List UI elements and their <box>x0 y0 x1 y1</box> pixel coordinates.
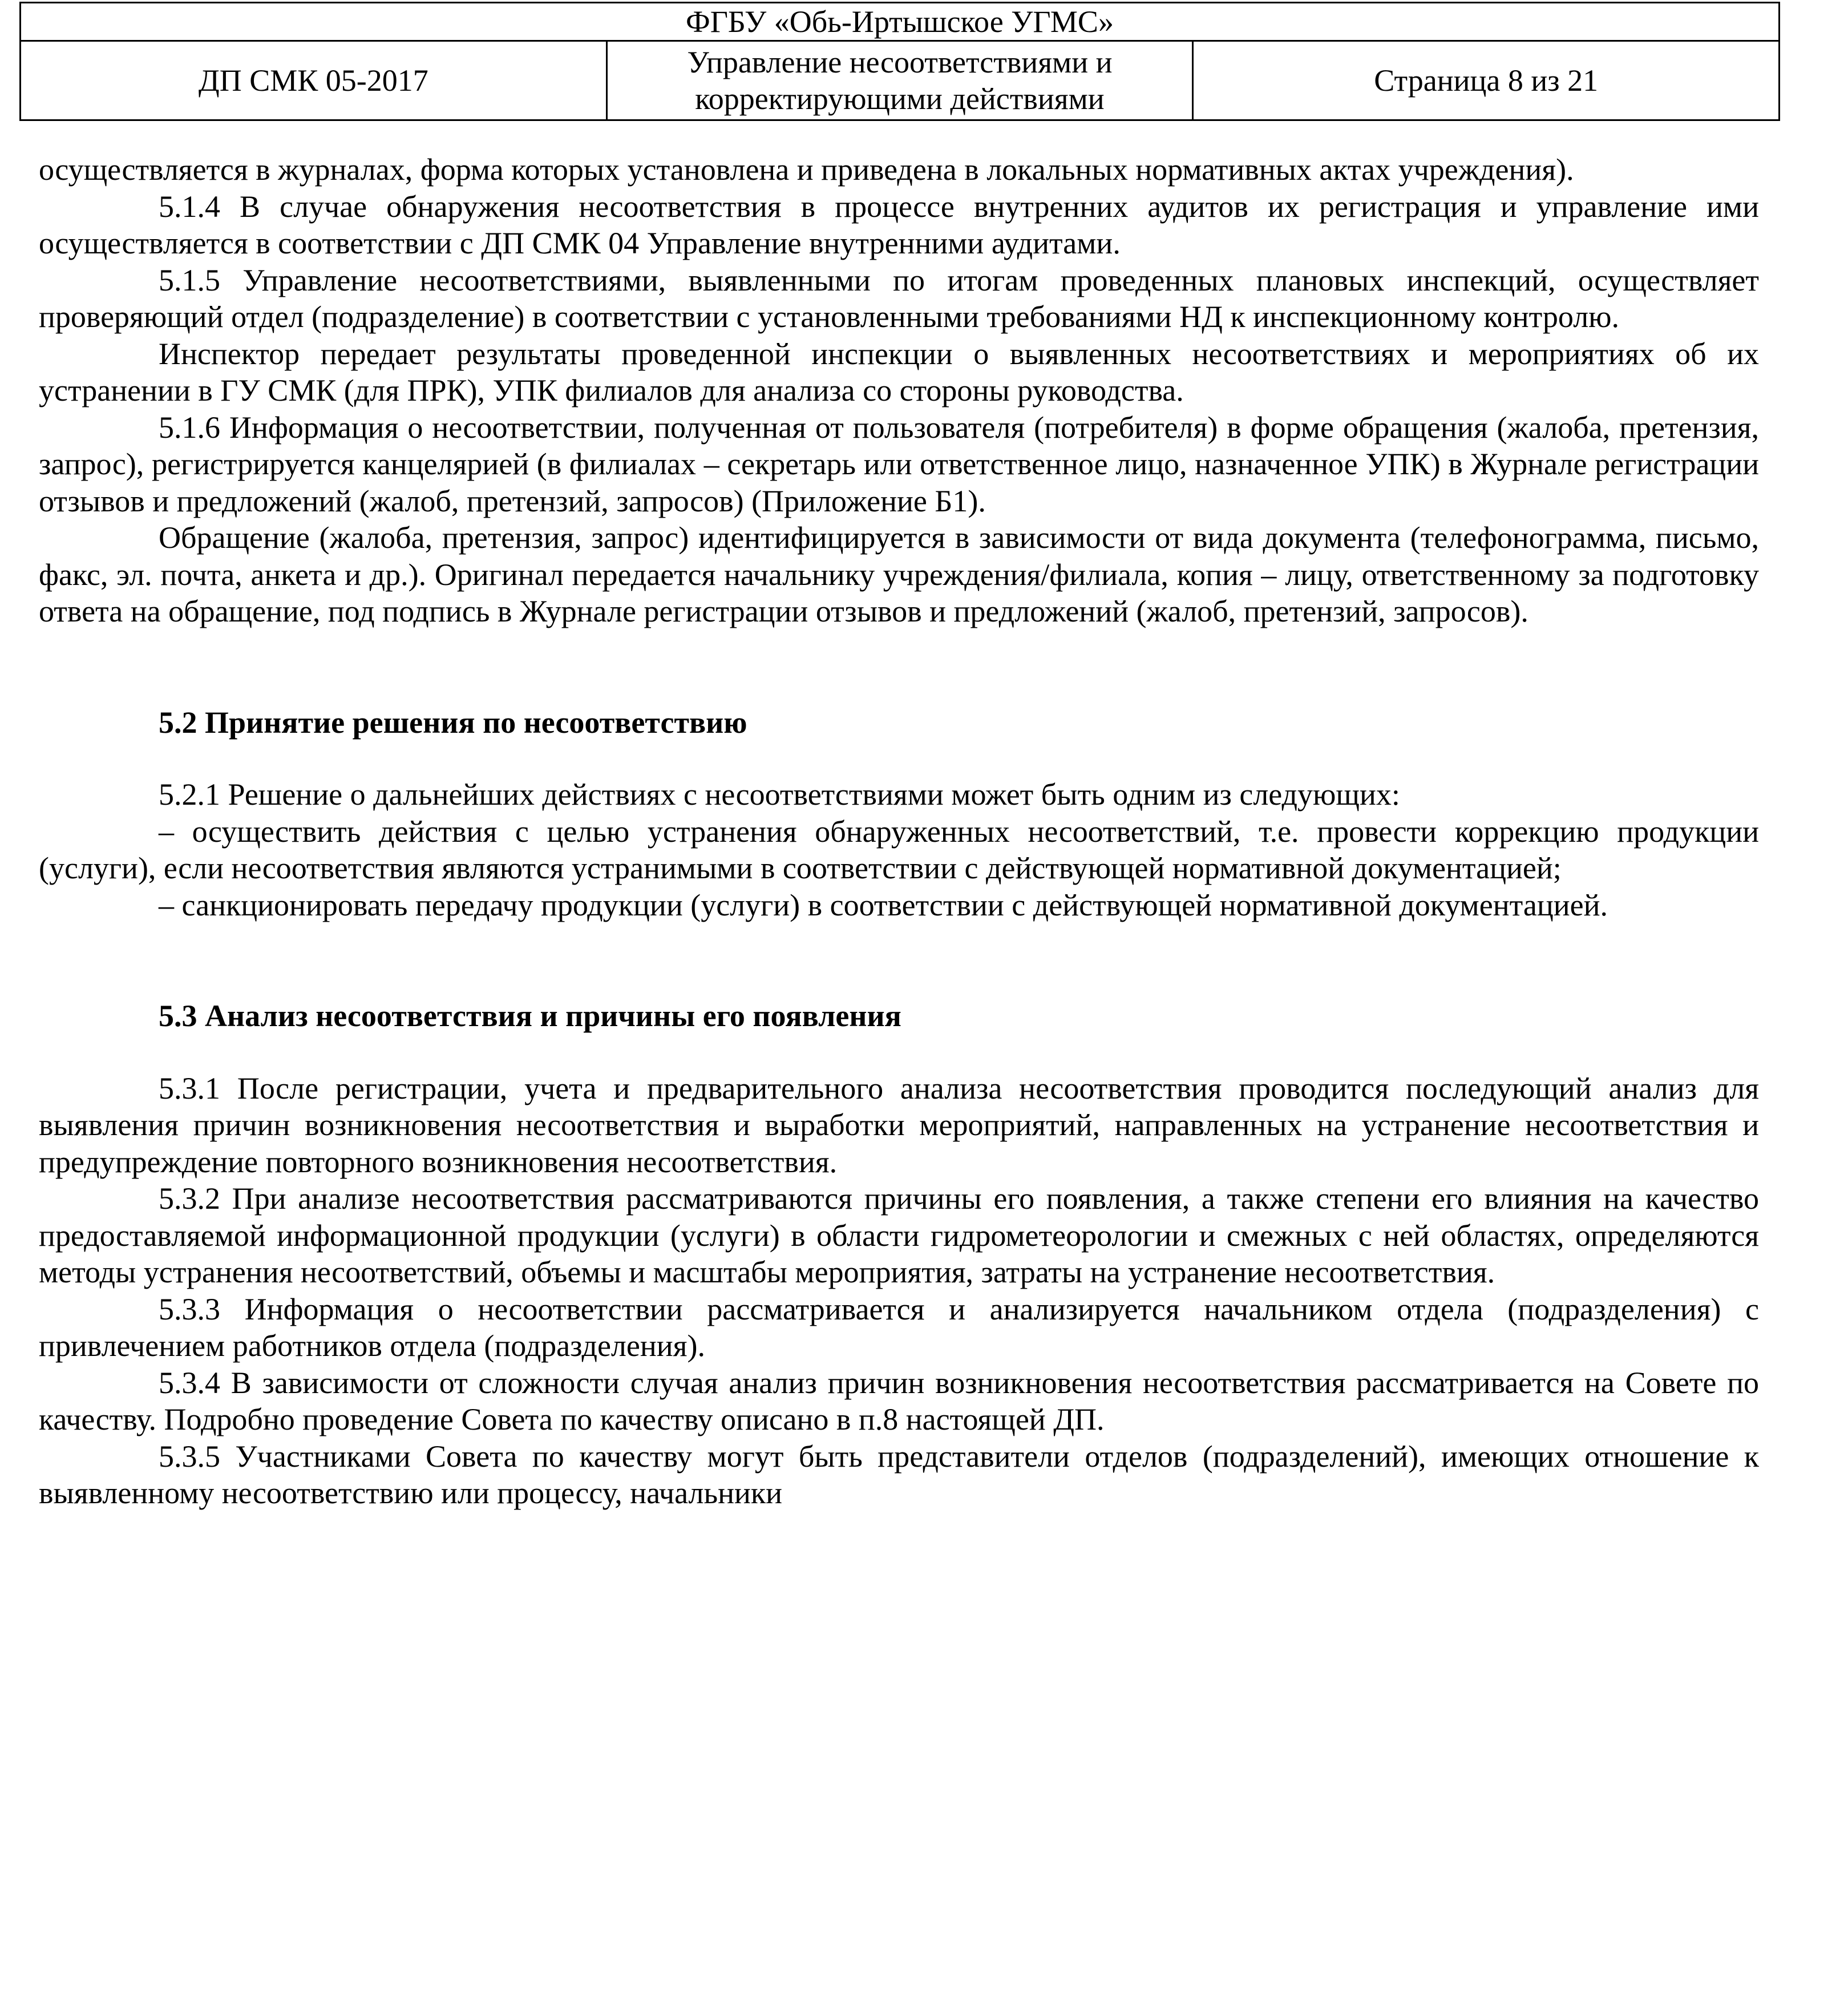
heading-5-3: 5.3 Анализ несоответствия и причины его появления <box>159 999 901 1033</box>
section-spacer <box>39 741 1759 776</box>
paragraph-appeal: Обращение (жалоба, претензия, запрос) идентифицируется в зависимости от вида документа (телефонограмма, письмо, факс, эл. почта, анкета и др.). Оригинал передается начальнику учреждения/филиала, копия – лицу, ответственному за подготовку ответа на обращение, под подпись в Журнале регистрации отзывов и предложений (жалоб, претензий, запросов). <box>39 520 1759 628</box>
section-spacer <box>39 1035 1759 1070</box>
paragraph-5-3-3: 5.3.3 Информация о несоответствии рассматривается и анализируется начальником отдела (подразделения) с привлечением работников отдела (подразделения). <box>39 1291 1759 1363</box>
paragraph-5-1-4: 5.1.4 В случае обнаружения несоответствия в процессе внутренних аудитов их регистрация и управление ими осуществляется в соответствии с ДП СМК 04 Управление внутренними аудитами. <box>39 189 1759 260</box>
paragraph-5-2-1: 5.2.1 Решение о дальнейших действиях с несоответствиями может быть одним из следующих: <box>159 777 1400 812</box>
paragraph-inspector: Инспектор передает результаты проведенной инспекции о выявленных несоответствиях и мероприятиях об их устранении в ГУ СМК (для ПРК), УПК филиалов для анализа со стороны руководства. <box>39 336 1759 407</box>
document-body <box>39 151 1759 1512</box>
bullet-item-2: – санкционировать передачу продукции (услуги) в соответствии с действующей нормативной документацией. <box>159 887 1608 922</box>
paragraph-continuation: осуществляется в журналах, форма которых установлена и приведена в локальных нормативных актах учреждения). <box>39 152 1574 187</box>
page-number: Страница 8 из 21 <box>1193 41 1780 120</box>
organization-name: ФГБУ «Обь-Иртышское УГМС» <box>21 3 1780 41</box>
document-code: ДП СМК 05-2017 <box>21 41 607 120</box>
paragraph-5-3-5: 5.3.5 Участниками Совета по качеству могут быть представители отделов (подразделений), имеющих отношение к выявленному несоответствию или процессу, начальники <box>39 1439 1759 1510</box>
paragraph-5-1-5: 5.1.5 Управление несоответствиями, выявленными по итогам проведенных плановых инспекций, осуществляет проверяющий отдел (подразделение) в соответствии с установленными требованиями НД к инспекционному контролю. <box>39 263 1759 334</box>
document-header <box>19 2 1780 121</box>
paragraph-5-3-2: 5.3.2 При анализе несоответствия рассматриваются причины его появления, а также степени его влияния на качество предоставляемой информационной продукции (услуги) в области гидрометеорологии и смежных с ней областях, определяются методы устранения несоответствий, объемы и масштабы мероприятия, затраты на устранение несоответствия. <box>39 1181 1759 1289</box>
document-title: Управление несоответствиями и корректирующими действиями <box>606 41 1193 120</box>
section-spacer <box>39 630 1759 704</box>
paragraph-5-3-4: 5.3.4 В зависимости от сложности случая анализ причин возникновения несоответствия рассматривается на Совете по качеству. Подробно проведение Совета по качеству описано в п.8 настоящей ДП. <box>39 1365 1759 1436</box>
heading-5-2: 5.2 Принятие решения по несоответствию <box>159 705 747 740</box>
bullet-item-1: – осуществить действия с целью устранения обнаруженных несоответствий, т.е. провести коррекцию продукции (услуги), если несоответствия являются устранимыми в соответствии с действующей нормативной документацией; <box>39 814 1759 885</box>
paragraph-5-3-1: 5.3.1 После регистрации, учета и предварительного анализа несоответствия проводится последующий анализ для выявления причин возникновения несоответствия и выработки мероприятий, направленных на устранение несоответствия и предупреждение повторного возникновения несоответствия. <box>39 1071 1759 1179</box>
paragraph-5-1-6: 5.1.6 Информация о несоответствии, полученная от пользователя (потребителя) в форме обращения (жалоба, претензия, запрос), регистрируется канцелярией (в филиалах – секретарь или ответственное лицо, назначенное УПК) в Журнале регистрации отзывов и предложений (жалоб, претензий, запросов) (Приложение Б1). <box>39 410 1759 518</box>
section-spacer <box>39 923 1759 998</box>
